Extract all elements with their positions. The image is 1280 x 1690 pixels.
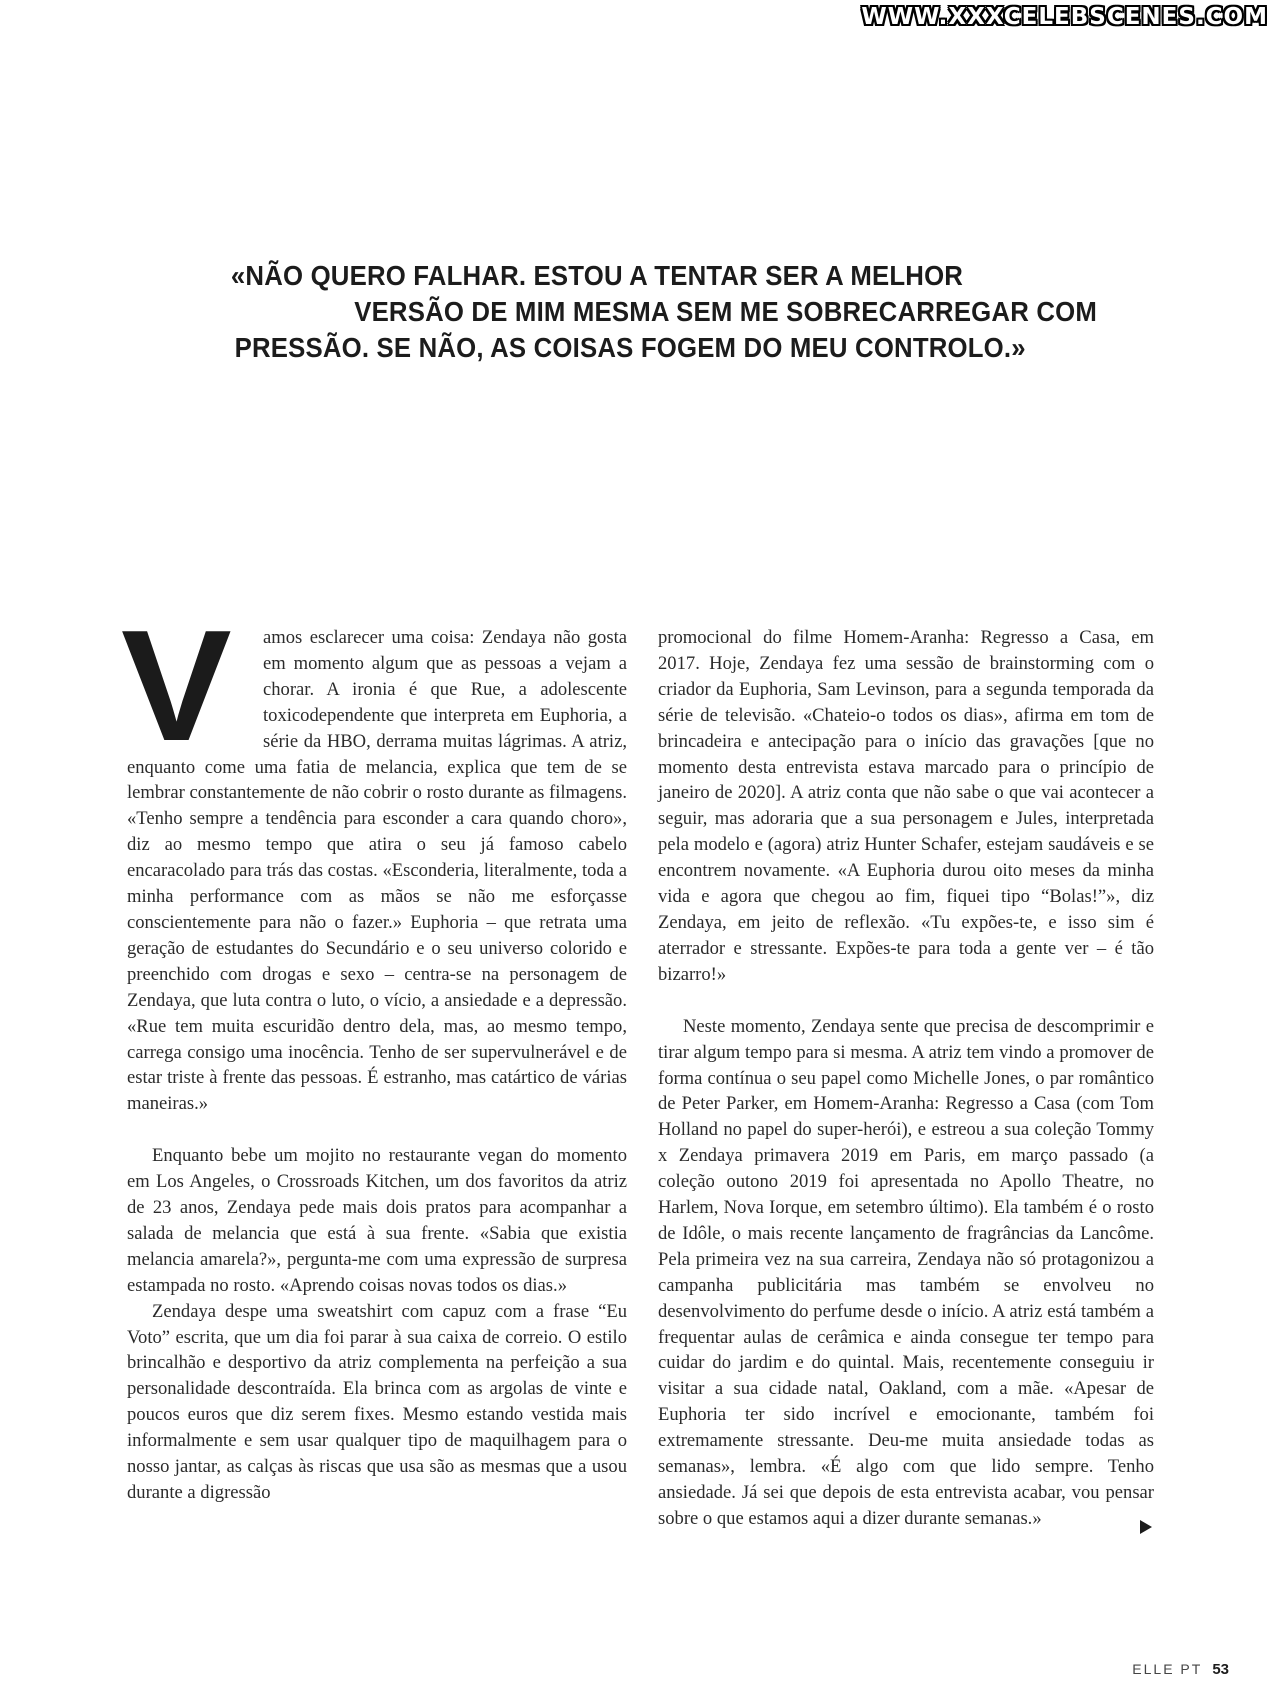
pull-quote-line-3: PRESSÃO. SE NÃO, AS COISAS FOGEM DO MEU CONTROLO.» — [234, 332, 1026, 363]
site-watermark: WWW.XXXCELEBSCENES.COM — [861, 4, 1268, 30]
article-paragraph-text: amos esclarecer uma coisa: Zendaya não gosta em momento algum que as pessoas a vejam a chorar. A ironia é que Rue, a adolescente toxicodependente que interpreta em Euphoria, a série da HBO, derrama muitas lágrimas. A atriz, enquanto come uma fatia de melancia, explica que tem de se lembrar constantemente de não cobrir o rosto durante as filmagens. «Tenho sempre a tendência para esconder a cara quando choro», diz ao mesmo tempo que atira o seu já famoso cabelo encaracolado para trás das costas. «Esconderia, literalmente, toda a minha performance com as mãos se não me esforçasse conscientemente para não o fazer.» Euphoria – que retrata uma geração de estudantes do Secundário e o seu universo colorido e preenchido com drogas e sexo – centra-se na personagem de Zendaya, que luta contra o luto, o vício, a ansiedade e a depressão. «Rue tem muita escuridão dentro dela, mas, ao mesmo tempo, carrega consigo uma inocência. Tenho de ser supervulnerável e de estar triste à frente das pessoas. É estranho, mas catártico de várias maneiras.» — [127, 627, 627, 1115]
article-column-right — [658, 625, 1154, 1532]
drop-cap: V — [121, 598, 232, 774]
page-footer — [1132, 1661, 1229, 1678]
article-paragraph: Zendaya despe uma sweatshirt com capuz com a frase “Eu Voto” escrita, que um dia foi parar à sua caixa de correio. O estilo brincalhão e desportivo da atriz complementa na perfeição a sua personalidade descontraída. Ela brinca com as argolas de vinte e poucos euros que diz serem fixes. Mesmo estando vestida mais informalmente e sem usar qualquer tipo de maquilhagem para o nosso jantar, as calças às riscas que usa são as mesmas que a usou durante a digressão — [127, 1300, 627, 1503]
pull-quote-line-1: «NÃO QUERO FALHAR. ESTOU A TENTAR SER A MELHOR — [230, 260, 964, 291]
article-paragraph — [121, 598, 627, 1117]
article-paragraph: Enquanto bebe um mojito no restaurante vegan do momento em Los Angeles, o Crossroads Kitchen, um dos favoritos da atriz de 23 anos, Zendaya pede mais dois pratos para acompanhar a salada de melancia que está à sua frente. «Sabia que existia melancia amarela?», pergunta-me com uma expressão de surpresa estampada no rosto. «Aprendo coisas novas todos os dias.» — [127, 1145, 627, 1296]
article-paragraph: Neste momento, Zendaya sente que precisa de descomprimir e tirar algum tempo para si mesma. A atriz tem vindo a promover de forma contínua o seu papel como Michelle Jones, o par romântico de Peter Parker, em Homem-Aranha: Regresso a Casa (com Tom Holland no papel do super-herói), e estreou a sua coleção Tommy x Zendaya primavera 2019 em Paris, em março passado (a coleção outono 2019 foi apresentada no Apollo Theatre, no Harlem, Nova Iorque, em setembro último). Ela também é o rosto de Idôle, o mais recente lançamento de fragrâncias da Lancôme. Pela primeira vez na sua carreira, Zendaya não só protagonizou a campanha publicitária mas também se envolveu no desenvolvimento do perfume desde o início. A atriz está também a frequentar aulas de cerâmica e ainda consegue ter tempo para cuidar do jardim e do quintal. Mais, recentemente conseguiu ir visitar a sua cidade natal, Oakland, com a mãe. «Apesar de Euphoria ter sido incrível e emocionante, também foi extremamente stressante. Deu-me muita ansiedade todas as semanas», lembra. «É algo com que lido sempre. Tenho ansiedade. Já sei que depois de esta entrevista acabar, vou pensar sobre o que estamos aqui a dizer durante semanas.» — [658, 1015, 1154, 1529]
page-number: 53 — [1212, 1661, 1229, 1678]
pull-quote-line-2: VERSÃO DE MIM MESMA SEM ME SOBRECARREGAR COM — [354, 296, 1097, 327]
article-paragraph: promocional do filme Homem-Aranha: Regresso a Casa, em 2017. Hoje, Zendaya fez uma sessão de brainstorming com o criador da Euphoria, Sam Levinson, para a segunda temporada da série de televisão. «Chateio-o todos os dias», afirma em tom de brincadeira e antecipação para o início das gravações [que no momento desta entrevista estava marcado para o princípio de janeiro de 2020]. A atriz conta que não sabe o que vai acontecer a seguir, mas adoraria que a sua personagem e Jules, interpretada pela modelo e (agora) atriz Hunter Schafer, estejam saudáveis e se encontrem novamente. «A Euphoria durou oito meses da minha vida e agora que chegou ao fim, fiquei tipo “Bolas!”», diz Zendaya, em jeito de reflexão. «Tu expões-te, e isso sim é aterrador e stressante. Expões-te para toda a gente ver – é tão bizarro!» — [658, 627, 1154, 985]
magazine-name: ELLE PT — [1132, 1661, 1203, 1677]
article-column-left — [121, 598, 627, 1506]
continue-arrow-icon — [1140, 1520, 1152, 1534]
